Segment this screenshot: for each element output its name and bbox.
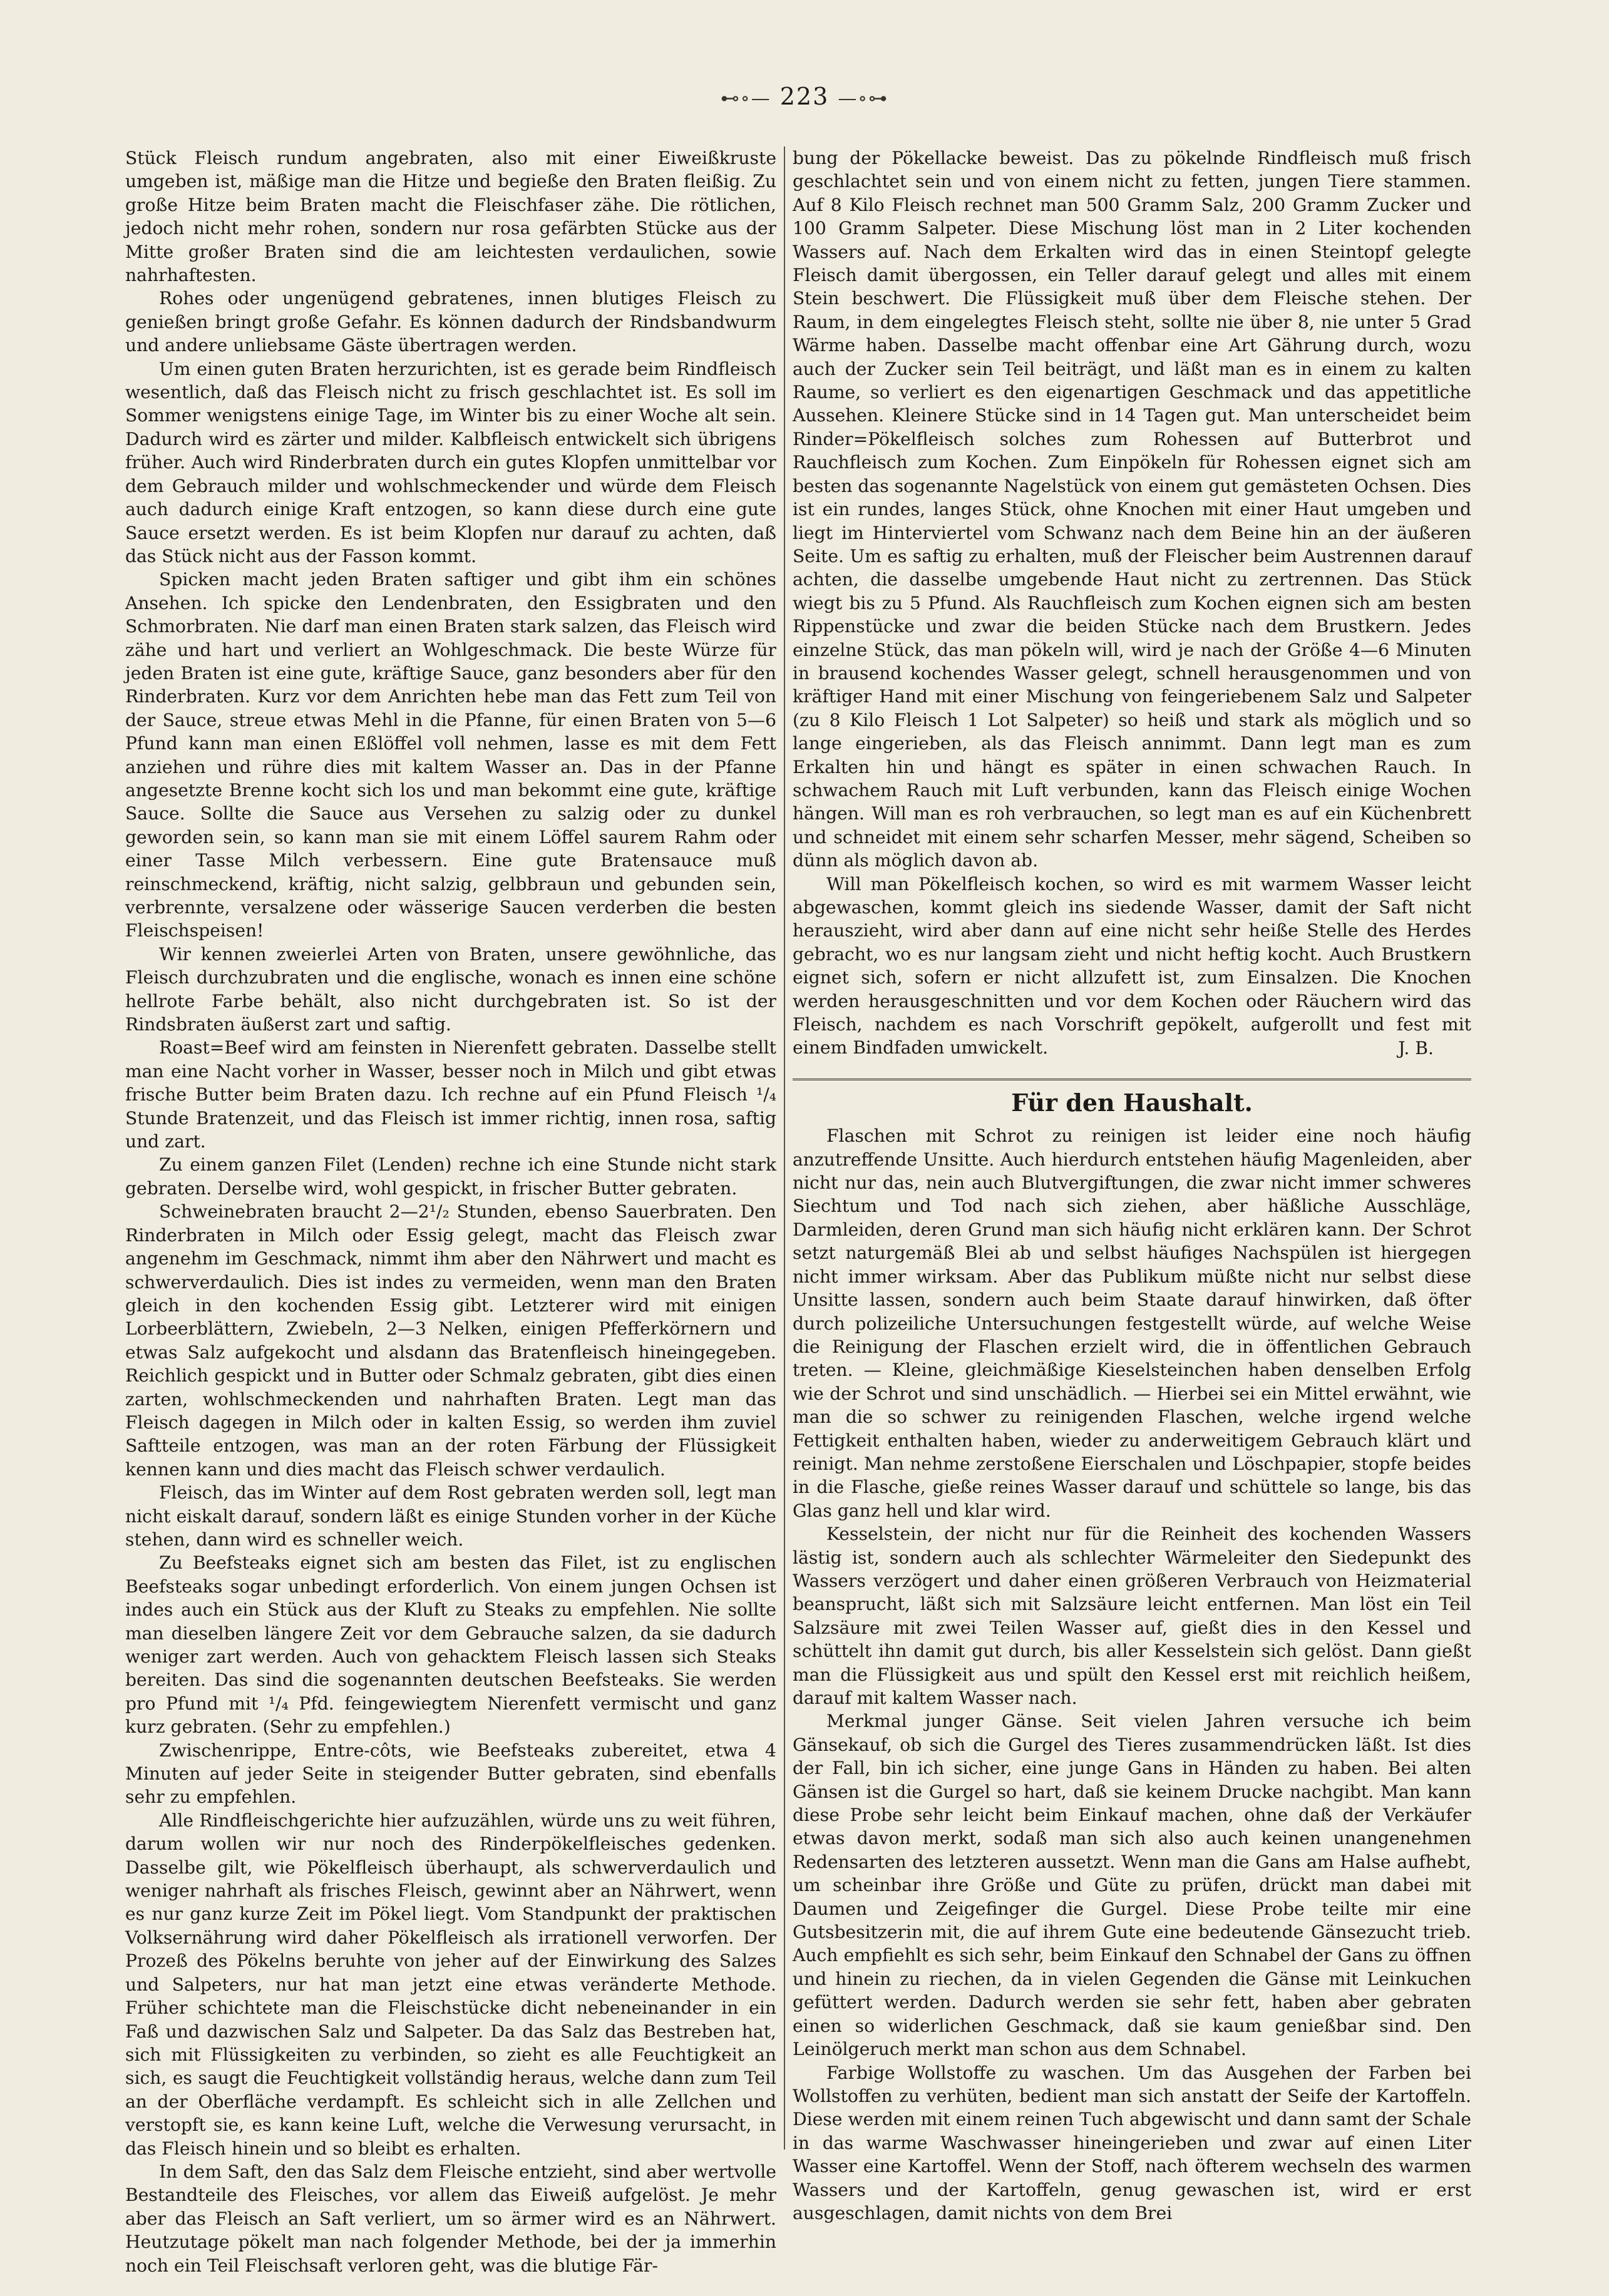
left-column — [125, 146, 776, 2277]
section-title: Für den Haushalt. — [1011, 1089, 1253, 1117]
paragraph: In dem Saft, den das Salz dem Fleische entzieht, sind aber wertvolle Bestandteile des Fleisches, vor allem das Eiweiß aufgelöst. Je mehr aber das Fleisch an Saft verliert, um so ärmer wird es an Nährwert. Heutzutage pökelt man nach folgender Methode, bei der ja immerhin noch ein Teil Fleischsaft verloren geht, was die blutige Fär- — [125, 2161, 776, 2276]
ornament-right-icon: —∘⊶ — [838, 88, 889, 110]
paragraph: Farbige Wollstoffe zu waschen. Um das Ausgehen der Farben bei Wollstoffen zu verhüten, bedient man sich anstatt der Seife der Kartoffeln. Diese werden mit einem reinen Tuch abgewischt und dann samt der Schale in das warme Waschwasser hineingerieben und zwar auf einen Liter Wasser eine Kartoffel. Wenn der Stoff, nach öfterem wechseln des warmen Wassers und der Kartoffeln, genug gewaschen ist, wird er erst ausgeschlagen, damit nichts von dem Brei — [793, 2062, 1471, 2223]
column-divider — [784, 146, 785, 2150]
paragraph: Kesselstein, der nicht nur für die Reinheit des kochenden Wassers lästig ist, sondern auch als schlechter Wärmeleiter den Siedepunkt des Wassers verzögert und daher einen größeren Verbrauch von Heizmaterial beansprucht, läßt sich mit Salzsäure leicht entfernen. Man löst ein Teil Salzsäure mit zwei Teilen Wasser auf, gießt dies in den Kessel und schüttelt ihn damit gut durch, bis aller Kesselstein sich gelöst. Dann gießt man die Flüssigkeit aus und spült den Kessel erst mit reichlich heißem, darauf mit kaltem Wasser nach. — [793, 1524, 1471, 1708]
ornament-left-icon: ⊷∘— — [720, 88, 771, 110]
paragraph: Flaschen mit Schrot zu reinigen ist leider eine noch häufig anzutreffende Unsitte. Auch hierdurch entstehen häufig Magenleiden, aber nicht nur das, nein auch Blutvergiftungen, die zwar nicht immer schweres Siechtum und Tod nach sich ziehen, aber häßliche Ausschläge, Darmleiden, deren Grund man sich häufig nicht erklären kann. Der Schrot setzt naturgemäß Blei ab und selbst häufiges Nachspülen ist hiergegen nicht immer wirksam. Aber das Publikum müßte nicht nur selbst diese Unsitte lassen, sondern auch beim Staate darauf hinwirken, daß öfter durch polizeiliche Untersuchungen festgestellt würde, auf welche Weise die Reinigung der Flaschen erzielt wird, die in öffentlichen Gebrauch treten. — Kleine, gleichmäßige Kieselsteinchen haben denselben Erfolg wie der Schrot und sind unschädlich. — Hierbei sei ein Mittel erwähnt, wie man die so schwer zu reinigenden Flaschen, welche irgend welche Fettigkeit enthalten haben, wieder zu anderweitigem Gebrauch klärt und reinigt. Man nehme zerstoßene Eierschalen und Löschpapier, stopfe beides in die Flasche, gieße reines Wasser darauf und schüttele so lange, bis das Glas ganz hell und klar wird. — [793, 1125, 1471, 1521]
paragraph: Schweinebraten braucht 2—2¹/₂ Stunden, ebenso Sauerbraten. Den Rinderbraten in Milch oder Essig gelegt, macht das Fleisch zwar angenehm im Geschmack, nimmt ihm aber den Nährwert und macht es schwerverdaulich. Dies ist indes zu vermeiden, wenn man den Braten gleich in den kochenden Essig gibt. Letzterer wird mit einigen Lorbeerblättern, Zwiebeln, 2—3 Nelken, einigen Pfefferkörnern und etwas Salz aufgekocht und alsdann das Bratenfleisch hineingegeben. Reichlich gespickt und in Butter oder Schmalz gebraten, gibt dies einen zarten, wohlschmeckenden und nahrhaften Braten. Legt man das Fleisch dagegen in Milch oder in kalten Essig, so werden ihm zuviel Saftteile entzogen, was man an der roten Färbung der Flüssigkeit kennen kann und dies macht das Fleisch schwer verdaulich. — [125, 1201, 776, 1480]
page-number: 223 — [779, 83, 830, 110]
paragraph: Wir kennen zweierlei Arten von Braten, unsere gewöhnliche, das Fleisch durchzubraten und die englische, wonach es innen eine schöne hellrote Farbe behält, also nicht durchgebraten ist. So ist der Rindsbraten äußerst zart und saftig. — [125, 943, 776, 1035]
paragraph: Spicken macht jeden Braten saftiger und gibt ihm ein schönes Ansehen. Ich spicke den Lendenbraten, den Essigbraten und den Schmorbraten. Nie darf man einen Braten stark salzen, das Fleisch wird zähe und hart und verliert an Wohlgeschmack. Die beste Würze für jeden Braten ist eine gute, kräftige Sauce, ganz besonders aber für den Rinderbraten. Kurz vor dem Anrichten hebe man das Fett zum Teil von der Sauce, streue etwas Mehl in die Pfanne, für einen Braten von 5—6 Pfund kann man einen Eßlöffel voll nehmen, lasse es mit dem Fett anziehen und rühre dies mit kaltem Wasser an. Das in der Pfanne angesetzte Brenne kocht sich los und man bekommt eine gute, kräftige Sauce. Sollte die Sauce aus Versehen zu salzig oder zu dunkel geworden sein, so kann man sie mit einem Löffel saurem Rahm oder einer Tasse Milch verbessern. Eine gute Bratensauce muß reinschmeckend, kräftig, nicht salzig, gelbbraun und gebunden sein, verbrennte, versalzene oder wässerige Saucen verderben die besten Fleischspeisen! — [125, 569, 776, 941]
paragraph: Rohes oder ungenügend gebratenes, innen blutiges Fleisch zu genießen bringt große Gefahr. Es können dadurch der Rindsbandwurm und andere unliebsame Gäste übertragen werden. — [125, 288, 776, 356]
section-divider — [793, 1079, 1471, 1080]
paragraph: Will man Pökelfleisch kochen, so wird es mit warmem Wasser leicht abgewaschen, kommt gleich ins siedende Wasser, damit der Saft nicht herauszieht, wird aber dann auf eine nicht sehr heiße Stelle des Herdes gebracht, wo es nur langsam zieht und nicht heftig kocht. Auch Brustkern eignet sich, sofern er nicht allzufett ist, zum Einsalzen. Die Knochen werden herausgeschnitten und vor dem Kochen oder Räuchern wird das Fleisch, nachdem es nach Vorschrift gepökelt, aufgerollt und fest mit einem Bindfaden umwickelt. — [793, 873, 1471, 1058]
paragraph: bung der Pökellacke beweist. Das zu pökelnde Rindfleisch muß frisch geschlachtet sein und von einem nicht zu fetten, jungen Tiere stammen. Auf 8 Kilo Fleisch rechnet man 500 Gramm Salz, 200 Gramm Zucker und 100 Gramm Salpeter. Diese Mischung löst man in 2 Liter kochenden Wassers auf. Nach dem Erkalten wird das in einen Steintopf gelegte Fleisch damit übergossen, ein Teller darauf gelegt und alles mit einem Stein beschwert. Die Flüssigkeit muß über dem Fleische stehen. Der Raum, in dem eingelegtes Fleisch steht, sollte nie über 8, nie unter 5 Grad Wärme haben. Dasselbe macht offenbar eine Art Gährung durch, wozu auch der Zucker sein Teil beiträgt, und läßt man es in einem zu kalten Raume, so verliert es den eigenartigen Geschmack und das appetitliche Aussehen. Kleinere Stücke sind in 14 Tagen gut. Man unterscheidet beim Rinder=Pökelfleisch solches zum Rohessen auf Butterbrot und Rauchfleisch zum Kochen. Zum Einpökeln für Rohessen eignet sich am besten das sogenannte Nagelstück von einem gut gemästeten Ochsen. Dies ist ein rundes, langes Stück, ohne Knochen mit einer Haut umgeben und liegt im Hinterviertel vom Schwanz nach dem Beine hin an der äußeren Seite. Um es saftig zu erhalten, muß der Fleischer beim Austrennen darauf achten, die dasselbe umgebende Haut nicht zu zertrennen. Das Stück wiegt bis zu 5 Pfund. Als Rauchfleisch zum Kochen eignen sich am besten Rippenstücke und zwar die beiden Stücke nach dem Brustkern. Jedes einzelne Stück, das man pökeln will, wird je nach der Größe 4—6 Minuten in brausend kochendes Wasser gelegt, schnell herausgenommen und von kräftiger Hand mit einer Mischung von feingeriebenem Salz und Salpeter (zu 8 Kilo Fleisch 1 Lot Salpeter) so heiß und stark als möglich und so lange eingerieben, als das Fleisch annimmt. Dann legt man es zum Erkalten hin und hängt es später in einen schwachen Rauch. In schwachem Rauch mit Luft verbunden, kann das Fleisch einige Wochen hängen. Will man es roh verbrauchen, so legt man es auf ein Küchenbrett und schneidet mit einem sehr scharfen Messer, mehr sägend, Scheiben so dünn als möglich davon ab. — [793, 148, 1471, 871]
paragraph: Merkmal junger Gänse. Seit vielen Jahren versuche ich beim Gänsekauf, ob sich die Gurgel des Tieres zusammendrücken läßt. Ist dies der Fall, bin ich sicher, eine junge Gans in Händen zu haben. Bei alten Gänsen ist die Gurgel so hart, daß sie keinem Drucke nachgibt. Man kann diese Probe sehr leicht beim Einkauf machen, ohne daß der Verkäufer etwas davon merkt, sodaß man sich also auch keinen unangenehmen Redensarten des letzteren aussetzt. Wenn man die Gans am Halse aufhebt, um scheinbar ihre Größe und Güte zu prüfen, drückt man dabei mit Daumen und Zeigefinger die Gurgel. Diese Probe teilte mir eine Gutsbesitzerin mit, die auf ihrem Gute eine bedeutende Gänsezucht trieb. Auch empfiehlt es sich sehr, beim Einkauf den Schnabel der Gans zu öffnen und hinein zu riechen, da in vielen Gegenden die Gänse mit Leinkuchen gefüttert werden. Dadurch werden sie sehr fett, haben aber gebraten einen so widerlichen Geschmack, daß sie kaum genießbar sind. Den Leinölgeruch merkt man schon aus dem Schnabel. — [793, 1711, 1471, 2060]
paragraph: Zu Beefsteaks eignet sich am besten das Filet, ist zu englischen Beefsteaks sogar unbedingt erforderlich. Von einem jungen Ochsen ist indes auch ein Stück aus der Kluft zu Steaks zu empfehlen. Nie sollte man dieselben längere Zeit vor dem Gebrauche salzen, da sie dadurch weniger zart werden. Auch von gehacktem Fleisch lassen sich Steaks bereiten. Das sind die sogenannten deutschen Beefsteaks. Sie werden pro Pfund mit ¹/₄ Pfd. feingewiegtem Nierenfett vermischt und ganz kurz gebraten. (Sehr zu empfehlen.) — [125, 1552, 776, 1738]
paragraph: Alle Rindfleischgerichte hier aufzuzählen, würde uns zu weit führen, darum wollen wir nur noch des Rinderpökelfleisches gedenken. Dasselbe gilt, wie Pökelfleisch überhaupt, als schwerverdaulich und weniger nahrhaft als frisches Fleisch, gewinnt aber an Nährwert, wenn es nur ganz kurze Zeit im Pökel liegt. Vom Standpunkt der praktischen Volksernährung wird daher Pökelfleisch als irrationell verworfen. Der Prozeß des Pökelns beruhte von jeher auf der Einwirkung des Salzes und Salpeters, nur hat man jetzt eine etwas veränderte Methode. Früher schichtete man die Fleischstücke dicht nebeneinander in ein Faß und dazwischen Salz und Salpeter. Da das Salz das Bestreben hat, sich mit Flüssigkeiten zu verbinden, so zieht es alle Feuchtigkeit an sich, es saugt die Feuchtigkeit vollständig heraus, welche dann zum Teil an der Oberfläche verdampft. Es schleicht sich in alle Zellchen und verstopft sie, es kann keine Luft, welche die Verwesung verursacht, in das Fleisch hinein und so bleibt es erhalten. — [125, 1810, 776, 2159]
paragraph: Fleisch, das im Winter auf dem Rost gebraten werden soll, legt man nicht eiskalt darauf, sondern läßt es einige Stunden vorher in der Küche stehen, dann wird es schneller weich. — [125, 1482, 776, 1550]
paragraph: Zwischenrippe, Entre-côts, wie Beefsteaks zubereitet, etwa 4 Minuten auf jeder Seite in steigender Butter gebraten, sind ebenfalls sehr zu empfehlen. — [125, 1740, 776, 1808]
page-header — [0, 83, 1609, 110]
right-column — [793, 146, 1471, 2225]
paragraph: Roast=Beef wird am feinsten in Nierenfett gebraten. Dasselbe stellt man eine Nacht vorher in Wasser, besser noch in Milch und gibt etwas frische Butter beim Braten dazu. Ich rechne auf ein Pfund Fleisch ¹/₄ Stunde Bratenzeit, und das Fleisch ist immer richtig, innen rosa, saftig und zart. — [125, 1037, 776, 1152]
author-signature: J. B. — [1398, 1037, 1434, 1058]
paragraph: Stück Fleisch rundum angebraten, also mit einer Eiweißkruste umgeben ist, mäßige man die Hitze und begieße den Braten fleißig. Zu große Hitze beim Braten macht die Fleischfaser zähe. Die rötlichen, jedoch nicht mehr rohen, sondern nur rosa gefärbten Stücke aus der Mitte großer Braten sind die am leichtesten verdaulichen, sowie nahrhaftesten. — [125, 148, 776, 286]
paragraph: Um einen guten Braten herzurichten, ist es gerade beim Rindfleisch wesentlich, daß das Fleisch nicht zu frisch geschlachtet ist. Es soll im Sommer wenigstens einige Tage, im Winter bis zu einer Woche alt sein. Dadurch wird es zärter und milder. Kalbfleisch entwickelt sich übrigens früher. Auch wird Rinderbraten durch ein gutes Klopfen unmittelbar vor dem Gebrauch milder und wohlschmeckender und würde dem Fleisch auch dadurch einige Kraft entzogen, so kann diese durch eine gute Sauce ersetzt werden. Es ist beim Klopfen nur darauf zu achten, daß das Stück nicht aus der Fasson kommt. — [125, 358, 776, 566]
paragraph: Zu einem ganzen Filet (Lenden) rechne ich eine Stunde nicht stark gebraten. Derselbe wird, wohl gespickt, in frischer Butter gebraten. — [125, 1154, 776, 1199]
